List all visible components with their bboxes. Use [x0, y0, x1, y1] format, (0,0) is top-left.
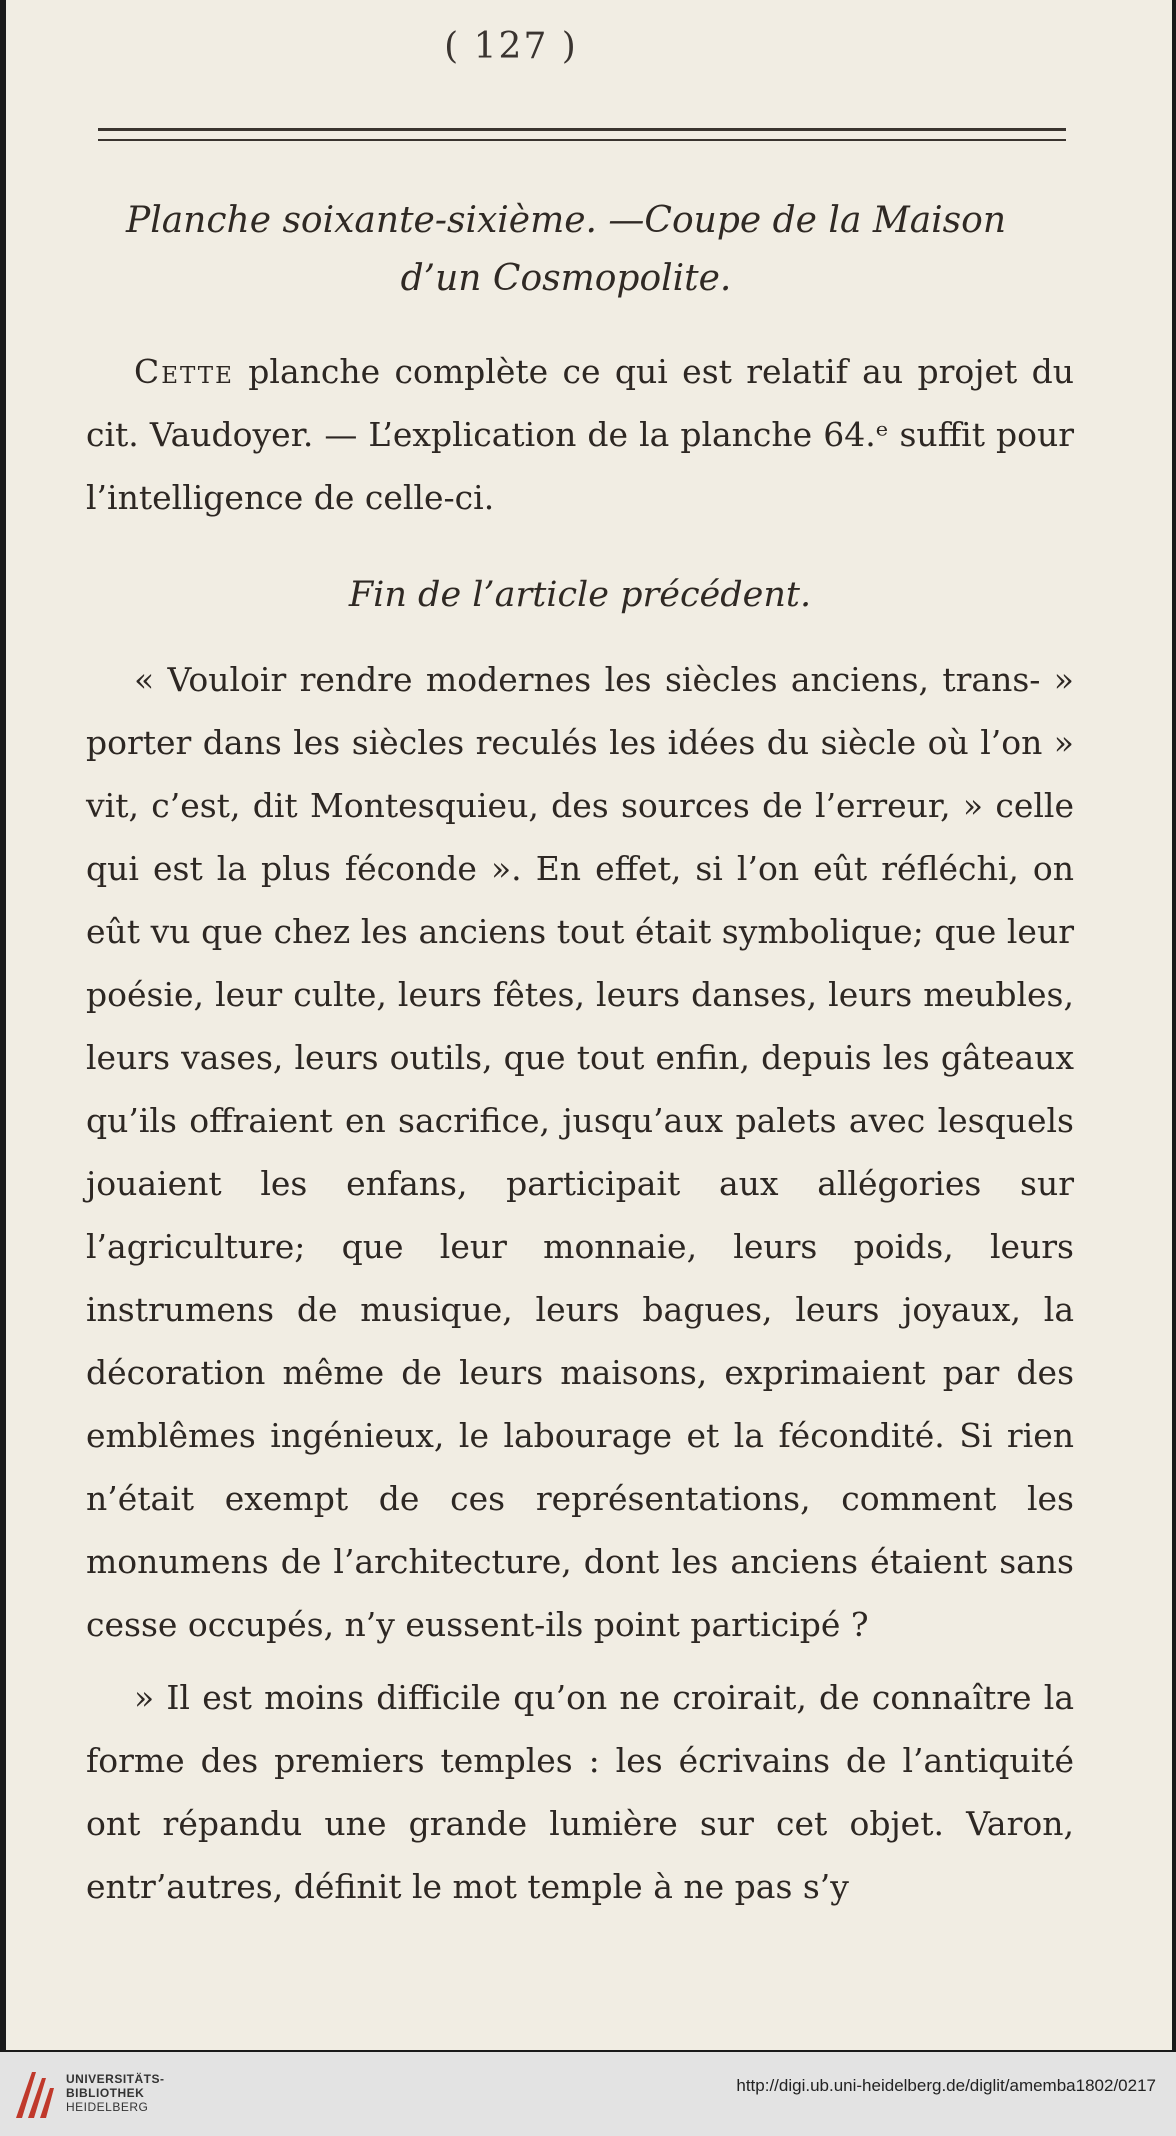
paragraph-1	[86, 340, 1074, 529]
header-rule	[98, 128, 1066, 141]
plate-title	[66, 192, 1066, 308]
permalink-url[interactable]: http://digi.ub.uni-heidelberg.de/diglit/amemba1802/0217	[736, 2076, 1156, 2095]
paragraph-1-lead: Cette	[134, 352, 234, 391]
section-end-heading: Fin de l’article précédent.	[348, 575, 812, 615]
page-number: ( 127 )	[444, 26, 578, 67]
viewer-footer	[0, 2052, 1176, 2136]
library-name	[66, 2072, 165, 2114]
library-name-line-1: UNIVERSITÄTS-	[66, 2072, 165, 2086]
document-page	[6, 0, 1172, 2050]
library-name-line-3: HEIDELBERG	[66, 2100, 149, 2114]
paragraph-3: » Il est moins difficile qu’on ne croirait, de connaître la forme des premiers temples : les écrivains de l’antiquité ont répandu une grande lumière sur cet objet. Varon, entr’autres, définit le mot temple à ne pas s’y	[86, 1678, 1074, 1906]
plate-title-line-1: Planche soixante-sixième. —Coupe de la Maison	[125, 200, 1007, 241]
library-logo-icon[interactable]	[12, 2064, 56, 2122]
paragraph-1-text: planche complète ce qui est relatif au projet du cit. Vaudoyer. — L’explication de la planche 64.ᵉ suffit pour l’intelligence de celle-ci.	[86, 352, 1074, 517]
library-name-line-2: BIBLIOTHEK	[66, 2086, 145, 2100]
plate-title-line-2: d’un Cosmopolite.	[400, 258, 732, 299]
paragraph-2: « Vouloir rendre modernes les siècles anciens, trans- » porter dans les siècles reculés les idées du siècle où l’on » vit, c’est, dit Montesquieu, des sources de l’erreur, » celle qui est la plus féconde ». En effet, si l’on eût réfléchi, on eût vu que chez les anciens tout était symbolique; que leur poésie, leur culte, leurs fêtes, leurs danses, leurs meubles, leurs vases, leurs outils, que tout enfin, depuis les gâteaux qu’ils offraient en sacrifice, jusqu’aux palets avec lesquels jouaient les enfans, participait aux allégories sur l’agriculture; que leur monnaie, leurs poids, leurs instrumens de musique, leurs bagues, leurs joyaux, la décoration même de leurs maisons, exprimaient par des emblêmes ingénieux, le labourage et la fécondité. Si rien n’était exempt de ces représentations, comment les monumens de l’architecture, dont les anciens étaient sans cesse occupés, n’y eussent-ils point participé ?	[86, 660, 1074, 1644]
